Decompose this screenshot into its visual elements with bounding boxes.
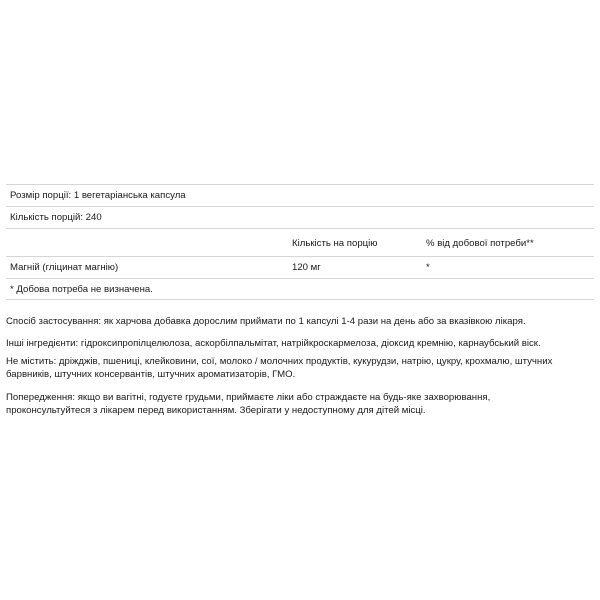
nutrient-name: Магній (гліцинат магнію) [10, 262, 119, 273]
warning-section [6, 392, 594, 417]
table-header-row [6, 228, 594, 256]
usage-section [6, 316, 594, 329]
warning-text-line2: проконсультуйтеся з лікарем перед використанням. Зберігати у недоступному для дітей місці. [6, 404, 426, 416]
free-of-section [6, 356, 594, 381]
supplement-facts-table [6, 184, 594, 300]
free-of-text-line1: Не містить: дріжджів, пшениці, клейковини, сої, молоко / молочних продуктів, кукурудзи, натрію, цукру, крохмалю, штучних [6, 356, 553, 367]
serving-size-row [6, 184, 594, 206]
warning-text-line1: Попередження: якщо ви вагітні, годуєте грудьми, приймаєте ліки або страждаєте на будь-яке захворювання, [6, 392, 491, 403]
servings-count: Кількість порцій: 240 [10, 212, 102, 223]
serving-size: Розмір порції: 1 вегетаріанська капсула [10, 190, 186, 201]
table-row [6, 256, 594, 278]
servings-count-row [6, 206, 594, 228]
nutrient-amount: 120 мг [292, 262, 321, 273]
other-ingredients-section [6, 338, 594, 351]
nutrient-daily-value: * [426, 262, 430, 273]
usage-text: Спосіб застосування: як харчова добавка дорослим приймати по 1 капсулі 1-4 рази на день або за вказівкою лікаря. [6, 316, 526, 327]
other-ingredients-text: Інші інгредієнти: гідроксипропілцелюлоза, аскорбілпальмітат, натрійкроскармелоза, діоксид кремнію, карнаубський віск. [6, 338, 541, 349]
daily-value-note: * Добова потреба не визначена. [10, 284, 153, 295]
daily-value-column-header: % від добової потреби** [426, 238, 534, 249]
free-of-text-line2: барвників, штучних консервантів, штучних ароматизаторів, ГМО. [6, 368, 296, 380]
amount-column-header: Кількість на порцію [292, 238, 378, 249]
daily-value-note-row [6, 278, 594, 300]
